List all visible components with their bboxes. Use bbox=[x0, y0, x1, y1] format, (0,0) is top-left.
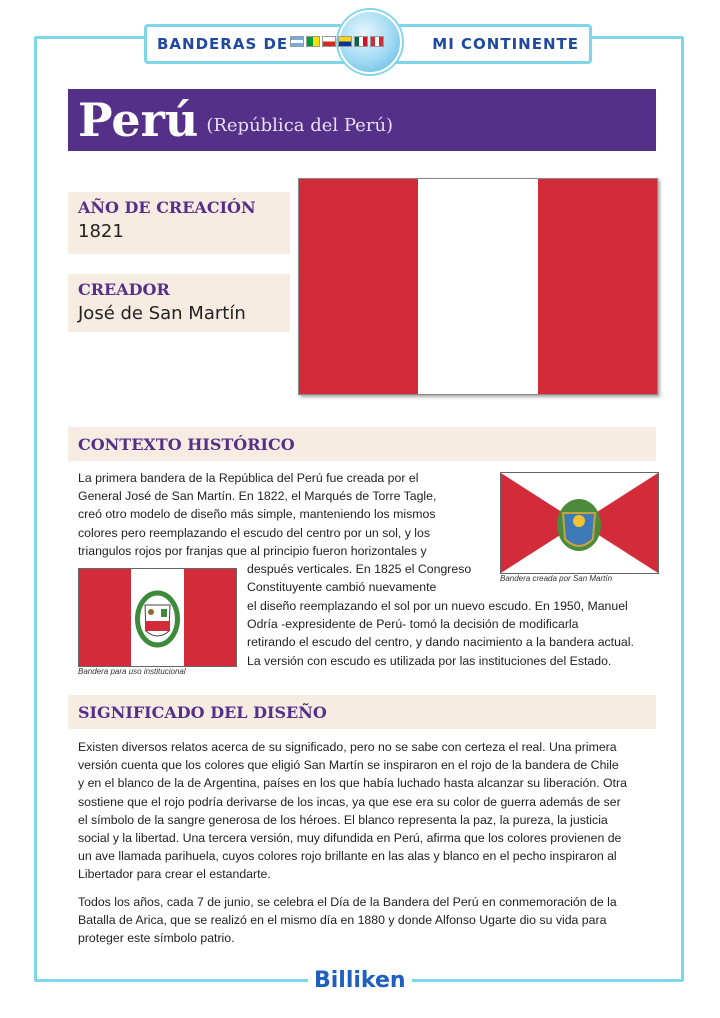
year-box bbox=[68, 192, 290, 254]
creator-value: José de San Martín bbox=[78, 303, 246, 324]
text-line: social y la libertad. Una tercera versión, muy difundida en Perú, afirma que los colores provienen de bbox=[78, 831, 622, 846]
year-value: 1821 bbox=[78, 221, 124, 242]
mini-flags-strip bbox=[290, 36, 384, 47]
design-heading-text: SIGNIFICADO DEL DISEÑO bbox=[78, 702, 327, 722]
title-bar bbox=[68, 89, 656, 151]
text-line: sostiene que el rojo podría derivarse de los incas, ya que ese era su color de guerra además de ser bbox=[78, 794, 621, 809]
text-line: después verticales. En 1825 el Congreso bbox=[247, 562, 472, 576]
flag-icon bbox=[322, 36, 336, 47]
text-line: y en el blanco de la de Argentina, países en los que había luchado hasta alcanzar su liberación. Otra bbox=[78, 776, 627, 791]
text-line: versión cuenta que los colores que eligió San Martín se inspiraron en el rojo de la bandera de Chile bbox=[78, 758, 619, 773]
flag-stripe-center bbox=[418, 179, 537, 394]
caption-sanmartin: Bandera creada por San Martín bbox=[500, 574, 613, 583]
banner-right-text: MI CONTINENTE bbox=[432, 35, 579, 53]
banner-left-text: BANDERAS DE bbox=[157, 35, 289, 53]
context-text-bottom bbox=[247, 597, 677, 670]
flag-icon bbox=[338, 36, 352, 47]
text-line: Existen diversos relatos acerca de su significado, pero no se sabe con certeza el real. Una primera bbox=[78, 740, 617, 754]
flag-icon bbox=[306, 36, 320, 47]
caption-institutional: Bandera para uso institucional bbox=[78, 667, 186, 676]
design-paragraph-1 bbox=[78, 738, 668, 884]
flag-icon bbox=[290, 36, 304, 47]
flag-stripe-left bbox=[299, 179, 418, 394]
context-text-top bbox=[78, 469, 498, 560]
text-line: un ave llamada parihuela, cuyos colores rojo brillante en las alas y blanco en el pecho inspiraron al bbox=[78, 849, 617, 864]
institutional-flag-image bbox=[78, 568, 237, 667]
flag-stripe-right bbox=[538, 179, 657, 394]
creator-box bbox=[68, 274, 290, 332]
text-line: retirando el escudo del centro, y dando nacimiento a la bandera actual. bbox=[247, 635, 634, 650]
creator-label: CREADOR bbox=[78, 280, 170, 299]
text-line: Constituyente cambió nuevamente bbox=[247, 580, 437, 595]
official-name: (República del Perú) bbox=[206, 114, 394, 136]
flag-icon bbox=[370, 36, 384, 47]
text-line: Libertador para crear el estandarte. bbox=[78, 867, 271, 882]
text-line: colores pero reemplazando el escudo del centro por un sol, y los bbox=[78, 525, 431, 540]
design-heading bbox=[68, 695, 656, 729]
text-line: proteger este símbolo patrio. bbox=[78, 931, 235, 946]
billiken-logo: Billiken bbox=[308, 968, 412, 993]
context-text-mid bbox=[247, 560, 497, 596]
text-line: Todos los años, cada 7 de junio, se celebra el Día de la Bandera del Perú en conmemoración de la bbox=[78, 895, 617, 909]
text-line: Odría -expresidente de Perú- tomó la decisión de modificarla bbox=[247, 617, 579, 632]
country-name: Perú bbox=[78, 93, 199, 147]
text-line: La primera bandera de la República del Perú fue creada por el bbox=[78, 471, 419, 485]
text-line: Batalla de Arica, que se realizó en el mismo día en 1880 y donde Alfonso Ugarte dio su vida para bbox=[78, 913, 607, 928]
text-line: La versión con escudo es utilizada por las instituciones del Estado. bbox=[247, 653, 612, 668]
text-line: triangulos rojos por franjas que al principio fueron horizontales y bbox=[78, 543, 427, 558]
year-label: AÑO DE CREACIÓN bbox=[78, 198, 256, 217]
peru-flag-main bbox=[298, 178, 658, 395]
sanmartin-flag-image bbox=[500, 472, 659, 574]
text-line: General José de San Martín. En 1822, el Marqués de Torre Tagle, bbox=[78, 489, 437, 504]
text-line: el diseño reemplazando el sol por un nuevo escudo. En 1950, Manuel bbox=[247, 599, 628, 613]
text-line: creó otro modelo de diseño más simple, manteniendo los mismos bbox=[78, 507, 436, 522]
context-heading-text: CONTEXTO HISTÓRICO bbox=[78, 434, 295, 454]
flag-icon bbox=[354, 36, 368, 47]
text-line: el símbolo de la sangre generosa de los héroes. El blanco representa la paz, la pureza, la justicia bbox=[78, 812, 608, 827]
design-paragraph-2 bbox=[78, 893, 668, 948]
context-heading bbox=[68, 427, 656, 461]
